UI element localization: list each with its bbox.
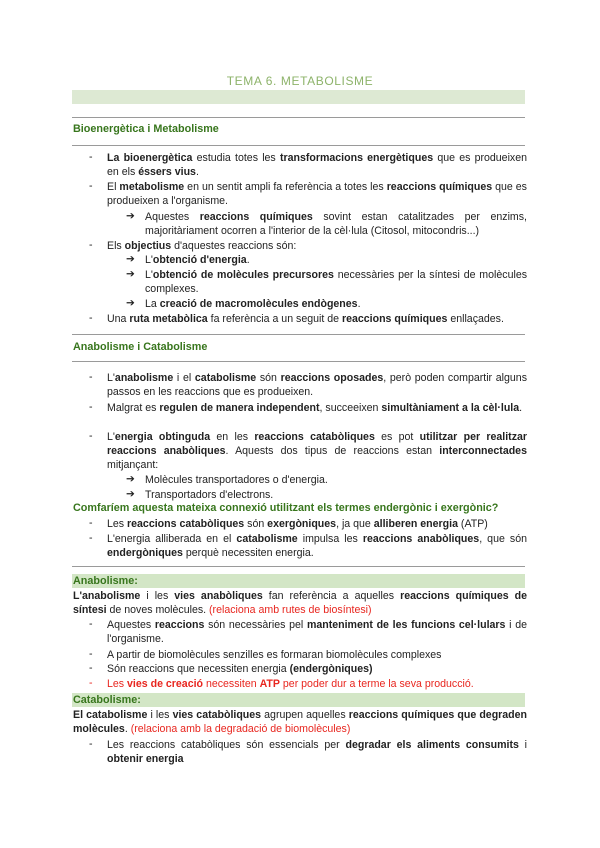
divider <box>72 145 525 146</box>
paragraph: A partir de biomolècules senzilles es formaran biomolècules complexes <box>107 649 442 661</box>
section-heading-anabolisme: Anabolisme: <box>72 574 525 588</box>
paragraph: Molècules transportadores o d'energia. <box>145 474 328 486</box>
paragraph: L'obtenció d'energia. <box>145 254 250 266</box>
bullet: - <box>89 618 93 630</box>
bullet: - <box>89 401 93 413</box>
question-heading: Comfaríem aquesta mateixa connexió utilitzant els termes endergònic i exergònic? <box>73 502 499 514</box>
paragraph: El metabolisme en un sentit ampli fa referència a totes les reaccions químiques que es produeixen a l'organisme. <box>107 181 527 207</box>
page-title: TEMA 6. METABOLISME <box>226 74 374 88</box>
bullet: - <box>89 180 93 192</box>
bullet: - <box>89 239 93 251</box>
paragraph: El catabolisme i les vies catabòliques agrupen aquelles reaccions químiques que degraden molècules. (relaciona amb la degradació de biomolècules) <box>73 709 528 735</box>
bullet: - <box>89 312 93 324</box>
arrow-icon: ➔ <box>126 473 135 485</box>
arrow-icon: ➔ <box>126 210 135 222</box>
paragraph-red: Les vies de creació necessiten ATP per poder dur a terme la seva producció. <box>107 678 474 690</box>
paragraph: Transportadors d'electrons. <box>145 489 274 501</box>
paragraph: La bioenergètica estudia totes les transformacions energètiques que es produeixen en els éssers vius. <box>107 152 528 178</box>
divider <box>72 361 525 362</box>
paragraph: L'energia obtinguda en les reaccions catabòliques es pot utilitzar per realitzar reaccions anabòliques. Aquests dos tipus de reaccions estan interconnectades mitjançant: <box>107 431 528 471</box>
divider <box>72 117 525 118</box>
paragraph: L'energia alliberada en el catabolisme impulsa les reaccions anabòliques, que són endergòniques perquè necessiten energia. <box>107 533 527 559</box>
bullet: - <box>89 430 93 442</box>
title-band <box>72 90 525 104</box>
arrow-icon: ➔ <box>126 268 135 280</box>
paragraph: Les reaccions catabòliques són exergòniques, ja que alliberen energia (ATP) <box>107 518 488 530</box>
paragraph: L'anabolisme i les vies anabòliques fan referència a aquelles reaccions químiques de síntesi de noves molècules. (relaciona amb rutes de biosíntesi) <box>73 590 527 616</box>
note-catabolisme: (relaciona amb la degradació de biomolècules) <box>130 723 351 735</box>
bullet: - <box>89 677 93 689</box>
paragraph: L'obtenció de molècules precursores necessàries per la síntesi de molècules complexes. <box>145 269 528 295</box>
bullet: - <box>89 371 93 383</box>
paragraph: Aquestes reaccions són necessàries pel manteniment de les funcions cel·lulars i de l'organisme. <box>107 619 527 645</box>
divider <box>72 334 525 335</box>
bullet: - <box>89 648 93 660</box>
bullet: - <box>89 662 93 674</box>
bullet: - <box>89 738 93 750</box>
paragraph: Són reaccions que necessiten energia (endergòniques) <box>107 663 373 675</box>
arrow-icon: ➔ <box>126 297 135 309</box>
section-heading-catabolisme: Catabolisme: <box>72 693 525 707</box>
paragraph: Les reaccions catabòliques són essencials per degradar els aliments consumits i obtenir energia <box>107 739 528 765</box>
arrow-icon: ➔ <box>126 488 135 500</box>
paragraph: Una ruta metabòlica fa referència a un seguit de reaccions químiques enllaçades. <box>107 313 504 325</box>
bullet: - <box>89 532 93 544</box>
note-anabolisme: (relaciona amb rutes de biosíntesi) <box>209 604 372 616</box>
bullet: - <box>89 151 93 163</box>
arrow-icon: ➔ <box>126 253 135 265</box>
paragraph: Aquestes reaccions químiques sovint estan catalitzades per enzims, majoritàriament ocorren a l'interior de la cèl·lula (Citosol, mitocondris...) <box>145 211 527 237</box>
paragraph: L'anabolisme i el catabolisme són reaccions oposades, però poden compartir alguns passos en les reaccions que es produeixen. <box>107 372 527 398</box>
bullet: - <box>89 517 93 529</box>
paragraph: Malgrat es regulen de manera independent, succeeixen simultàniament a la cèl·lula. <box>107 402 523 414</box>
divider <box>72 566 525 567</box>
section-heading-anabolisme-catabolisme: Anabolisme i Catabolisme <box>73 341 208 353</box>
paragraph: Els objectius d'aquestes reaccions són: <box>107 240 297 252</box>
section-heading-bioenergetica: Bioenergètica i Metabolisme <box>73 123 219 135</box>
paragraph: La creació de macromolècules endògenes. <box>145 298 361 310</box>
